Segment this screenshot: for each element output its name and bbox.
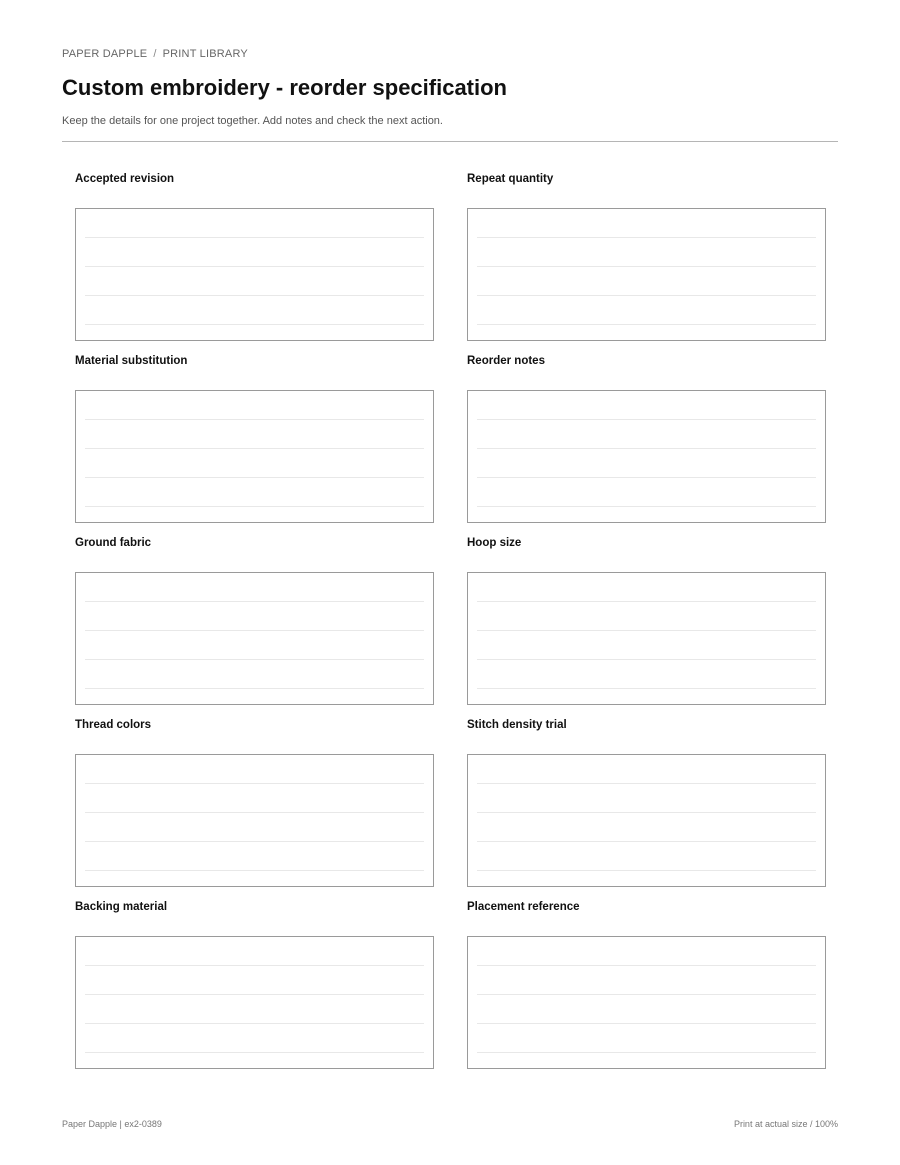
footer-document-id: Paper Dapple | ex2-0389 [62,1119,162,1129]
ruled-line [477,601,816,602]
ruled-line [85,630,424,631]
breadcrumb-brand: PAPER DAPPLE [62,48,148,60]
placement-reference-notes-box[interactable] [467,936,826,1069]
field-label: Material substitution [75,355,188,367]
field-label: Backing material [75,901,168,913]
ruled-line [477,965,816,966]
field-ground-fabric [75,536,434,703]
page-subtitle: Keep the details for one project together. Add notes and check the next action. [62,115,443,127]
ruled-line [85,324,424,325]
ruled-line [477,1023,816,1024]
ruled-line [85,266,424,267]
field-label: Ground fabric [75,537,152,549]
hoop-size-notes-box[interactable] [467,572,826,705]
breadcrumb-section: PRINT LIBRARY [162,48,248,60]
breadcrumb [62,48,248,60]
ruled-line [85,965,424,966]
stitch-density-trial-notes-box[interactable] [467,754,826,887]
ruled-line [85,841,424,842]
ruled-line [477,841,816,842]
field-label: Placement reference [467,901,580,913]
field-thread-colors [75,718,434,885]
field-label: Repeat quantity [467,173,554,185]
field-material-substitution [75,354,434,521]
field-hoop-size [467,536,826,703]
field-placement-reference [467,900,826,1067]
ruled-line [85,419,424,420]
ruled-line [85,506,424,507]
field-accepted-revision [75,172,434,339]
ruled-line [477,994,816,995]
field-repeat-quantity [467,172,826,339]
reorder-notes-box[interactable] [467,390,826,523]
field-label: Hoop size [467,537,522,549]
ruled-line [85,295,424,296]
field-label: Stitch density trial [467,719,567,731]
field-label: Reorder notes [467,355,545,367]
ruled-line [477,448,816,449]
ruled-line [85,477,424,478]
footer-print-note: Print at actual size / 100% [733,1119,838,1129]
fields-grid [75,172,826,1067]
field-backing-material [75,900,434,1067]
ruled-line [85,237,424,238]
ruled-line [85,994,424,995]
ruled-line [85,688,424,689]
ruled-line [477,812,816,813]
field-label: Thread colors [75,719,152,731]
ruled-line [85,601,424,602]
ruled-line [477,266,816,267]
ruled-line [85,659,424,660]
accepted-revision-notes-box[interactable] [75,208,434,341]
field-reorder-notes [467,354,826,521]
repeat-quantity-notes-box[interactable] [467,208,826,341]
ruled-line [477,295,816,296]
ruled-line [477,630,816,631]
ruled-line [477,237,816,238]
breadcrumb-separator: / [153,48,157,60]
ruled-line [477,419,816,420]
page-title: Custom embroidery - reorder specification [62,75,507,100]
ruled-line [477,870,816,871]
ruled-line [477,659,816,660]
ruled-line [477,506,816,507]
ruled-line [477,477,816,478]
header-divider [62,141,838,142]
ruled-line [85,1023,424,1024]
field-label: Accepted revision [75,173,175,185]
ruled-line [477,1052,816,1053]
ruled-line [85,870,424,871]
field-stitch-density-trial [467,718,826,885]
ruled-line [85,812,424,813]
ruled-line [477,324,816,325]
thread-colors-notes-box[interactable] [75,754,434,887]
backing-material-notes-box[interactable] [75,936,434,1069]
ruled-line [477,688,816,689]
material-substitution-notes-box[interactable] [75,390,434,523]
ruled-line [85,783,424,784]
ruled-line [477,783,816,784]
ruled-line [85,448,424,449]
ruled-line [85,1052,424,1053]
ground-fabric-notes-box[interactable] [75,572,434,705]
